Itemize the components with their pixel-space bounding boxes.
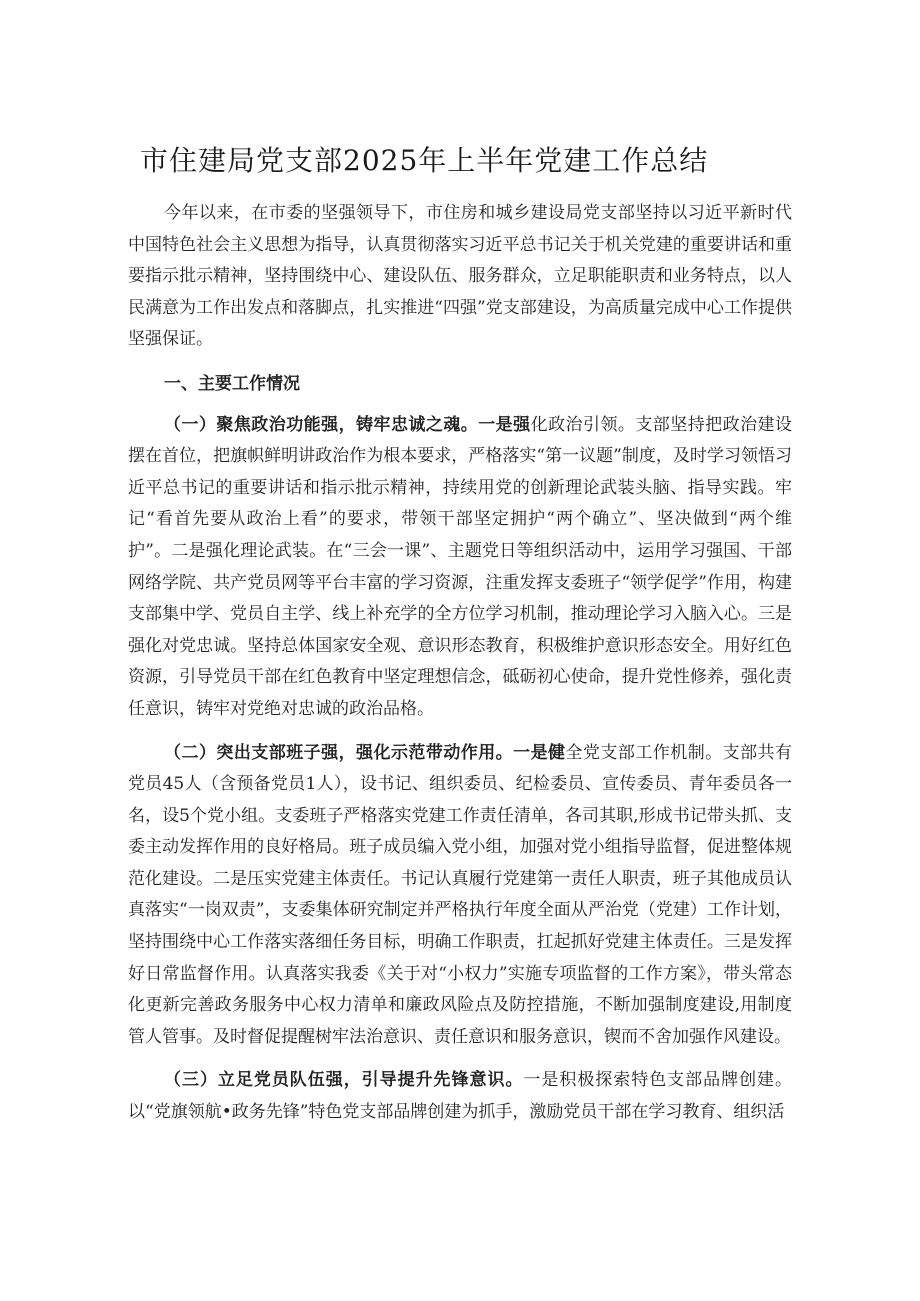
section-2-paragraph xyxy=(128,738,792,1054)
section-2-lead: （二）突出支部班子强，强化示范带动作用。一是健 xyxy=(164,742,566,763)
section-1-text: 化政治引领。支部坚持把政治建设摆在首位，把旗帜鲜明讲政治作为根本要求，严格落实“第一议题”制度，及时学习领悟习近平总书记的重要讲话和指示批示精神，持续用党的创新理论武装头脑、指导实践。牢记“看首先要从政治上看”的要求，带领干部坚定拥护“两个确立”、坚决做到“两个维护”。二是强化理论武装。在“三会一课”、主题党日等组织活动中，运用学习强国、干部网络学院、共产党员网等平台丰富的学习资源，注重发挥支委班子“领学促学”作用，构建支部集中学、党员自主学、线上补充学的全方位学习机制，推动理论学习入脑入心。三是强化对党忠诚。坚持总体国家安全观、意识形态教育，积极维护意识形态安全。用好红色资源，引导党员干部在红色教育中坚定理想信念，砥砺初心使命，提升党性修养，强化责任意识，铸牢对党绝对忠诚的政治品格。 xyxy=(128,414,793,719)
section-2-text: 全党支部工作机制。支部共有党员45人（含预备党员1人），设书记、组织委员、纪检委员、宣传委员、青年委员各一名，设5个党小组。支委班子严格落实党建工作责任清单，各司其职,形成书记带头抓、支委主动发挥作用的良好格局。班子成员编入党小组，加强对党小组指导监督，促进整体规范化建设。二是压实党建主体责任。书记认真履行党建第一责任人职责，班子其他成员认真落实“一岗双责”，支委集体研究制定并严格执行年度全面从严治党（党建）工作计划，坚持围绕中心工作落实落细任务目标，明确工作职责，扛起抓好党建主体责任。三是发挥好日常监督作用。认真落实我委《关于对“小权力”实施专项监督的工作方案》，带头常态化更新完善政务服务中心权力清单和廉政风险点及防控措施，不断加强制度建设,用制度管人管事。及时督促提醒树牢法治意识、责任意识和服务意识，锲而不舍加强作风建设。 xyxy=(128,742,793,1047)
intro-paragraph: 今年以来，在市委的坚强领导下，市住房和城乡建设局党支部坚持以习近平新时代中国特色社会主义思想为指导，认真贯彻落实习近平总书记关于机关党建的重要讲话和重要指示批示精神，坚持围绕中心、建设队伍、服务群众，立足职能职责和业务特点，以人民满意为工作出发点和落脚点，扎实推进“四强”党支部建设，为高质量完成中心工作提供坚强保证。 xyxy=(128,203,792,350)
document-title: 市住建局党支部2025年上半年党建工作总结 xyxy=(140,144,709,177)
section-1-paragraph xyxy=(128,410,792,726)
document-body xyxy=(128,198,792,1129)
section-3-text: 一是积极探索特色支部品牌创建。以“党旗领航•政务先锋”特色党支部品牌创建为抓手，激励党员干部在学习教育、组织活 xyxy=(128,1070,793,1123)
section-1-lead: （一）聚焦政治功能强，铸牢忠诚之魂。一是强 xyxy=(164,414,531,435)
section-3-paragraph xyxy=(128,1065,792,1128)
section-heading-main-work: 一、主要工作情况 xyxy=(164,373,300,394)
section-3-lead: （三）立足党员队伍强，引导提升先锋意识。 xyxy=(164,1070,524,1091)
